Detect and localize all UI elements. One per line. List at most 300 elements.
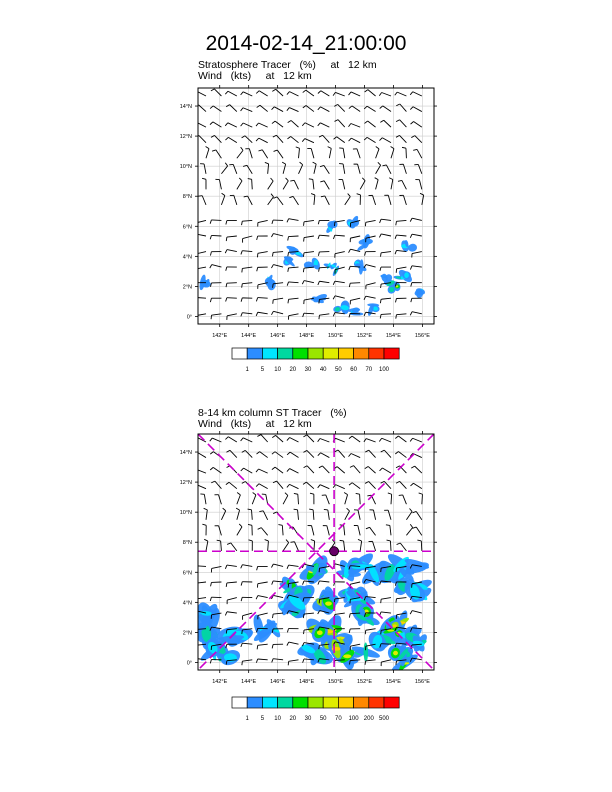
- figure-title: 2014-02-14_21:00:00: [205, 32, 407, 55]
- y-tick-label: 8°N: [182, 194, 192, 201]
- wind-barb: [320, 181, 329, 190]
- wind-barb: [296, 147, 300, 158]
- wind-barb: [271, 265, 283, 268]
- wind-barb: [256, 298, 267, 302]
- colorbar-label: 5: [260, 367, 265, 373]
- wind-barb: [274, 150, 284, 158]
- wind-barb: [380, 468, 391, 473]
- wind-barb: [241, 565, 253, 569]
- wind-barb: [414, 164, 422, 173]
- wind-barb: [322, 495, 330, 504]
- wind-barb: [411, 121, 422, 127]
- wind-barb: [299, 162, 303, 174]
- wind-barb: [268, 178, 274, 189]
- wind-barb: [410, 483, 421, 488]
- wind-barb: [221, 193, 224, 205]
- wind-barb: [323, 526, 330, 536]
- wind-barb: [395, 250, 406, 254]
- wind-barb: [283, 493, 288, 505]
- wind-barb: [395, 436, 406, 442]
- wind-barb: [256, 596, 268, 600]
- panel1-title-line1: Stratosphere Tracer (%) at 12 km: [198, 59, 377, 71]
- colorbar-box: [262, 697, 277, 708]
- wind-barb: [256, 484, 268, 489]
- wind-barb: [410, 438, 422, 442]
- wind-barb: [226, 298, 237, 302]
- x-tick-label: 148°E: [299, 333, 315, 339]
- wind-barb: [399, 164, 406, 174]
- wind-barb: [395, 298, 406, 302]
- colorbar-label: 1: [245, 716, 249, 722]
- wind-barb: [412, 511, 421, 519]
- wind-barb: [335, 450, 345, 458]
- wind-barb: [396, 220, 407, 225]
- wind-barb: [236, 508, 239, 520]
- wind-barb: [406, 524, 412, 535]
- wind-barb: [354, 510, 360, 520]
- x-tick-label: 142°E: [212, 679, 228, 685]
- wind-barb: [333, 296, 345, 299]
- wind-barb: [364, 265, 376, 268]
- wind-barb: [257, 644, 268, 649]
- wind-barb: [320, 165, 329, 173]
- wind-barb: [196, 136, 206, 143]
- wind-barb: [204, 539, 208, 551]
- wind-barb: [241, 468, 252, 473]
- wind-barb: [379, 438, 391, 442]
- x-tick-label: 148°E: [299, 679, 315, 685]
- wind-barb: [204, 508, 208, 519]
- wind-barb: [318, 123, 330, 127]
- wind-barb: [354, 164, 361, 174]
- colorbar-box: [384, 697, 399, 708]
- wind-barb: [241, 597, 252, 601]
- wind-barb: [335, 120, 345, 127]
- colorbar-box: [293, 697, 308, 708]
- wind-barb: [395, 452, 406, 458]
- wind-barb: [415, 180, 421, 190]
- wind-barb: [196, 267, 206, 273]
- wind-barb: [273, 197, 283, 205]
- wind-barb: [413, 149, 422, 158]
- wind-barb: [196, 582, 206, 587]
- wind-barb: [194, 485, 206, 489]
- tracer-blob-peak: [325, 602, 332, 606]
- wind-barb: [350, 466, 360, 474]
- wind-barb: [410, 107, 422, 112]
- colorbar-box: [384, 348, 399, 359]
- wind-barb: [303, 482, 314, 489]
- wind-barb: [366, 527, 376, 535]
- wind-barb: [287, 484, 299, 488]
- wind-barb: [396, 481, 406, 488]
- colorbar-label: 10: [274, 716, 281, 722]
- colorbar-label: 50: [335, 367, 342, 373]
- wind-barb: [217, 540, 222, 551]
- colorbar-label: 100: [378, 367, 390, 373]
- wind-barb: [375, 178, 378, 190]
- wind-barb: [333, 313, 344, 317]
- wind-barb: [396, 598, 407, 603]
- x-tick-label: 150°E: [328, 679, 344, 685]
- wind-barb: [283, 540, 289, 551]
- panel-2: [180, 431, 437, 722]
- wind-barb: [271, 311, 283, 314]
- wind-barb: [257, 566, 268, 570]
- x-tick-label: 156°E: [414, 333, 430, 339]
- wind-barb: [287, 642, 299, 646]
- wind-barb: [410, 611, 422, 614]
- colorbar-label: 40: [319, 367, 327, 373]
- colorbar-label: 50: [319, 716, 327, 722]
- wind-barb: [397, 543, 407, 551]
- wind-barb: [379, 138, 391, 143]
- wind-barb: [257, 582, 267, 588]
- wind-barb: [243, 236, 253, 243]
- wind-barb: [194, 123, 206, 128]
- y-tick-label: 6°N: [182, 570, 192, 577]
- wind-barb: [258, 220, 268, 226]
- wind-barb: [272, 107, 284, 112]
- wind-barb: [202, 178, 206, 189]
- wind-barb: [345, 508, 350, 520]
- wind-barb: [318, 453, 330, 458]
- wind-barb: [241, 643, 252, 647]
- wind-barb: [380, 267, 391, 271]
- y-tick-label: 6°N: [182, 224, 192, 231]
- wind-barb: [241, 92, 253, 96]
- colorbar-label: 30: [304, 716, 312, 722]
- wind-barb: [406, 508, 412, 519]
- wind-barb: [365, 450, 375, 457]
- wind-barb: [318, 235, 329, 239]
- wind-barb: [333, 485, 345, 489]
- wind-barb: [194, 234, 206, 238]
- wind-barb: [410, 234, 422, 238]
- wind-barb: [288, 236, 299, 240]
- wind-barb: [290, 180, 298, 189]
- x-tick-label: 154°E: [385, 679, 401, 685]
- wind-barb: [226, 236, 237, 241]
- tracer-blob-core: [363, 642, 368, 661]
- wind-barb: [411, 466, 422, 473]
- wind-barb: [282, 162, 285, 174]
- colorbar: [232, 697, 399, 722]
- wind-barb: [376, 162, 381, 173]
- wind-barb: [287, 108, 299, 112]
- wind-barb: [380, 298, 391, 303]
- x-tick-label: 152°E: [356, 333, 373, 339]
- wind-barb: [350, 236, 360, 242]
- tracer-blob-peak: [393, 651, 398, 656]
- wind-barb: [226, 220, 237, 224]
- wind-barb: [265, 540, 269, 551]
- wind-barb: [369, 510, 375, 520]
- wind-barb: [226, 450, 236, 457]
- wind-barb: [252, 493, 256, 505]
- wind-barb: [353, 149, 360, 158]
- tracer-blob-peak: [343, 654, 351, 658]
- wind-barb: [389, 178, 393, 190]
- wind-barb: [256, 91, 267, 96]
- wind-barb: [303, 105, 314, 111]
- wind-barb: [318, 107, 330, 112]
- wind-barb: [237, 524, 242, 535]
- wind-barb: [303, 252, 313, 257]
- wind-barb: [396, 104, 406, 112]
- wind-barb: [302, 123, 314, 127]
- colorbar-label: 100: [348, 716, 359, 722]
- wind-barb: [365, 481, 375, 488]
- wind-barb: [380, 612, 391, 616]
- wind-barb: [241, 108, 253, 112]
- y-tick-label: 8°N: [182, 540, 192, 547]
- wind-barb: [225, 137, 236, 142]
- wind-barb: [364, 439, 376, 442]
- wind-barb: [288, 298, 299, 303]
- y-tick-label: 14°N: [179, 104, 192, 111]
- wind-barb: [395, 235, 406, 239]
- wind-barb: [381, 252, 391, 257]
- wind-barb: [349, 106, 360, 112]
- wind-barb: [256, 138, 268, 143]
- wind-barb: [309, 509, 314, 520]
- x-tick-label: 144°E: [241, 333, 257, 339]
- wind-barb: [241, 582, 252, 586]
- wind-barb: [364, 121, 375, 127]
- wind-barb: [339, 179, 345, 189]
- wind-barb: [395, 92, 407, 96]
- wind-barb: [226, 105, 237, 112]
- wind-barb: [200, 494, 206, 504]
- wind-barb: [248, 540, 252, 551]
- wind-barb: [364, 106, 375, 111]
- wind-barb: [349, 483, 360, 489]
- wind-barb: [225, 250, 237, 254]
- wind-barb: [303, 435, 313, 442]
- wind-barb: [376, 147, 379, 159]
- y-tick-label: 0°: [186, 660, 192, 667]
- y-tick-label: 14°N: [179, 450, 192, 457]
- wind-barb: [419, 493, 423, 504]
- wind-barb: [356, 493, 360, 504]
- wind-barb: [287, 92, 299, 96]
- colorbar-box: [338, 697, 353, 708]
- wind-barb: [339, 164, 345, 174]
- wind-barb: [365, 466, 376, 473]
- wind-barb: [410, 312, 422, 316]
- wind-barb: [241, 251, 252, 255]
- panel2-title-line1: 8-14 km column ST Tracer (%): [198, 407, 347, 419]
- wind-barb: [258, 528, 268, 536]
- wind-barb: [195, 297, 206, 301]
- wind-barb: [386, 525, 391, 536]
- panel-1: [180, 85, 437, 373]
- wind-barb: [229, 164, 237, 173]
- wind-barb: [225, 612, 236, 616]
- wind-barb: [225, 123, 237, 127]
- wind-barb: [287, 136, 298, 142]
- y-tick-label: 4°N: [182, 600, 192, 607]
- wind-barb: [380, 106, 391, 112]
- x-tick-label: 144°E: [241, 679, 257, 685]
- wind-barb: [399, 495, 407, 504]
- colorbar-box: [369, 348, 384, 359]
- wind-barb: [302, 139, 314, 143]
- wind-barb: [256, 123, 268, 127]
- wind-barb: [412, 527, 421, 535]
- wind-barb: [283, 178, 288, 189]
- wind-barb: [384, 510, 391, 520]
- colorbar-label: 20: [289, 367, 297, 373]
- colorbar-box: [278, 348, 293, 359]
- wind-barb: [365, 220, 375, 226]
- y-tick-label: 10°N: [179, 164, 192, 171]
- wind-barb: [287, 469, 299, 474]
- wind-barb: [225, 437, 236, 442]
- colorbar-box: [308, 697, 323, 708]
- plot-area: [187, 434, 434, 675]
- wind-barb: [244, 196, 253, 205]
- colorbar-box: [262, 348, 277, 359]
- colorbar-label: 70: [365, 367, 373, 373]
- wind-barb: [324, 509, 329, 519]
- wind-barb: [304, 220, 314, 225]
- y-tick-label: 0°: [186, 314, 192, 321]
- wind-barb: [381, 450, 391, 457]
- wind-barb: [226, 482, 237, 488]
- wind-barb: [288, 267, 299, 272]
- wind-barb: [388, 493, 392, 504]
- wind-barb: [384, 195, 391, 205]
- wind-barb: [194, 91, 206, 96]
- wind-barb: [339, 148, 345, 158]
- wind-barb: [242, 136, 253, 143]
- wind-barb: [402, 147, 406, 158]
- wind-barb: [380, 314, 391, 319]
- wind-barb: [369, 195, 376, 205]
- wind-barb: [287, 219, 299, 223]
- wind-barb: [195, 452, 206, 457]
- wind-barb: [398, 180, 406, 189]
- wind-barb: [268, 194, 274, 205]
- wind-barb: [230, 195, 237, 205]
- wind-barb: [227, 598, 237, 605]
- wind-barb: [294, 509, 299, 520]
- wind-barb: [287, 438, 299, 442]
- colorbar-label: 1: [245, 367, 249, 373]
- colorbar-box: [232, 697, 247, 708]
- wind-barb: [349, 454, 361, 458]
- wind-barb: [333, 92, 345, 96]
- wind-barb: [379, 93, 391, 96]
- x-tick-label: 154°E: [385, 333, 401, 339]
- wind-barb: [241, 123, 253, 127]
- wind-barb: [349, 436, 360, 442]
- wind-barb: [321, 196, 329, 205]
- wind-barb: [309, 179, 314, 190]
- panel2-title-line2: Wind (kts) at 12 km: [198, 418, 312, 430]
- wind-barb: [237, 493, 241, 505]
- colorbar-box: [338, 348, 353, 359]
- wind-barb: [287, 629, 298, 633]
- wind-barb: [364, 296, 376, 300]
- wind-barb: [344, 493, 347, 505]
- wind-barb: [257, 236, 268, 240]
- wind-barb: [257, 267, 268, 271]
- colorbar-box: [323, 348, 338, 359]
- wind-barb: [256, 469, 268, 473]
- wind-barb: [318, 252, 329, 256]
- wind-barb: [366, 283, 376, 290]
- wind-barb: [303, 450, 314, 457]
- tracer-blob-peak: [387, 630, 394, 632]
- colorbar-box: [354, 348, 369, 359]
- wind-barb: [411, 298, 422, 302]
- wind-barb: [226, 582, 237, 587]
- wind-barb: [350, 298, 360, 304]
- wind-barb: [257, 452, 268, 458]
- wind-barb: [256, 312, 267, 316]
- wind-barb: [202, 524, 206, 535]
- wind-barb: [313, 162, 317, 174]
- wind-barb: [304, 236, 314, 242]
- x-tick-label: 146°E: [270, 679, 286, 685]
- wind-barb: [381, 660, 391, 666]
- wind-barb: [242, 220, 253, 225]
- wind-barb: [294, 493, 299, 504]
- colorbar: [232, 348, 399, 373]
- colorbar-label: 60: [350, 367, 357, 373]
- plot-area: [194, 88, 434, 324]
- center-marker: [330, 547, 339, 556]
- wind-barb: [271, 564, 283, 567]
- wind-barb: [227, 543, 237, 551]
- wind-barb: [307, 149, 314, 159]
- wind-barb: [310, 493, 314, 504]
- wind-barb: [242, 283, 253, 288]
- wind-barb: [221, 508, 225, 520]
- wind-barb: [358, 539, 362, 550]
- tracer-blob-peak: [332, 647, 341, 651]
- wind-barb: [318, 439, 330, 442]
- wind-barb: [410, 92, 422, 96]
- wind-barb: [365, 252, 376, 256]
- wind-barb: [318, 91, 329, 96]
- wind-barb: [214, 495, 221, 505]
- y-tick-label: 10°N: [179, 510, 192, 517]
- wind-barb: [410, 266, 421, 270]
- colorbar-label: 500: [378, 716, 390, 722]
- wind-barb: [287, 282, 298, 286]
- wind-barb: [318, 581, 329, 585]
- wind-barb: [226, 267, 237, 271]
- colorbar-box: [278, 697, 293, 708]
- wind-barb: [271, 234, 283, 237]
- wind-barb: [308, 526, 314, 536]
- colorbar-box: [293, 348, 308, 359]
- wind-barb: [288, 120, 299, 127]
- wind-barb: [396, 120, 406, 127]
- x-tick-label: 142°E: [212, 333, 228, 339]
- wind-barb: [318, 281, 329, 285]
- wind-barb: [380, 120, 391, 127]
- wind-barb: [345, 194, 351, 205]
- colorbar-box: [247, 348, 262, 359]
- wind-barb: [243, 165, 252, 173]
- wind-barb: [399, 195, 406, 205]
- wind-barb: [278, 525, 283, 536]
